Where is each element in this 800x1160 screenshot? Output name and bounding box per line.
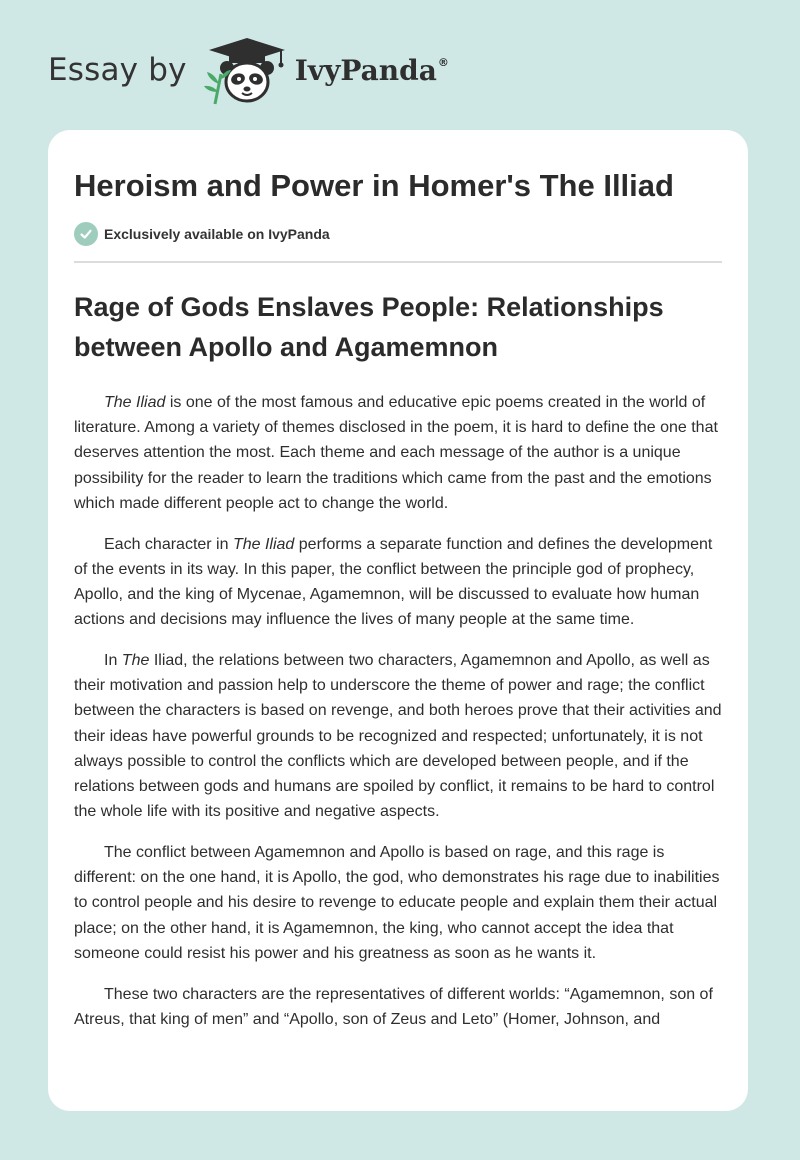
exclusive-badge-row <box>74 222 722 246</box>
paragraph-2-italic: The Iliad <box>232 535 295 553</box>
paragraph-3-italic: The <box>121 652 150 670</box>
registered-mark: ® <box>437 55 449 69</box>
paragraph-1-text: is one of the most famous and educative epic poems created in the world of literature. Among a variety of themes disclosed in the poem, it is hard to define the one that deserves attention the most. Each theme and each message of the author is a unique possibility for the reader to learn the traditions which came from the past and the emotions which made different people act to change the world. <box>74 394 718 512</box>
title-divider <box>74 261 722 263</box>
brand-header <box>48 34 449 106</box>
paragraph-3 <box>74 648 722 824</box>
check-icon <box>74 222 98 246</box>
paragraph-2-before: Each character in <box>104 535 233 553</box>
paragraph-2 <box>74 532 722 633</box>
paragraph-2-after: performs a separate function and defines the development of the events in its way. In this paper, the conflict between the principle god of prophecy, Apollo, and the king of Mycenae, Agamemnon, will be discussed to evaluate how human actions and decisions may influence the lives of many people at the same time. <box>74 535 713 629</box>
essay-card <box>48 130 748 1111</box>
brand-prefix: Essay by <box>48 52 187 88</box>
paragraph-3-after: Iliad, the relations between two characters, Agamemnon and Apollo, as well as their motivation and passion help to underscore the theme of power and rage; the conflict between the characters is based on revenge, and both heroes prove that their activities and their ideas have powerful grounds to be recognized and respected; unfortunately, it is not always possible to control the conflicts which are developed between people, and if the relations between gods and humans are spoiled by conflict, it remains to be hard to control the whole life with its positive and negative aspects. <box>74 652 722 821</box>
paragraph-4: The conflict between Agamemnon and Apollo is based on rage, and this rage is different: on the one hand, it is Apollo, the god, who demonstrates his rage due to inabilities to control people and his desire to revenge to educate people and explain them their actual place; on the other hand, it is Agamemnon, the king, who cannot accept the idea that someone could resist his power and his greatness as soon as he wants it. <box>74 844 720 962</box>
essay-card-content <box>48 130 748 1032</box>
essay-body <box>74 390 722 1032</box>
section-title: Rage of Gods Enslaves People: Relationships between Apollo and Agamemnon <box>74 292 664 362</box>
brand-name[interactable] <box>295 54 449 87</box>
check-mark-icon <box>79 227 93 241</box>
essay-title: Heroism and Power in Homer's The Illiad <box>74 168 674 203</box>
paragraph-5: These two characters are the representatives of different worlds: “Agamemnon, son of Atreus, that king of men” and “Apollo, son of Zeus and Leto” (Homer, Johnson, and <box>74 985 713 1028</box>
panda-logo-icon[interactable] <box>201 34 293 106</box>
paragraph-3-before: In <box>104 652 122 670</box>
paragraph-1 <box>74 390 722 516</box>
brand-name-text: IvyPanda <box>294 53 437 87</box>
exclusive-label: Exclusively available on IvyPanda <box>104 226 330 242</box>
paragraph-1-italic: The Iliad <box>104 394 166 411</box>
